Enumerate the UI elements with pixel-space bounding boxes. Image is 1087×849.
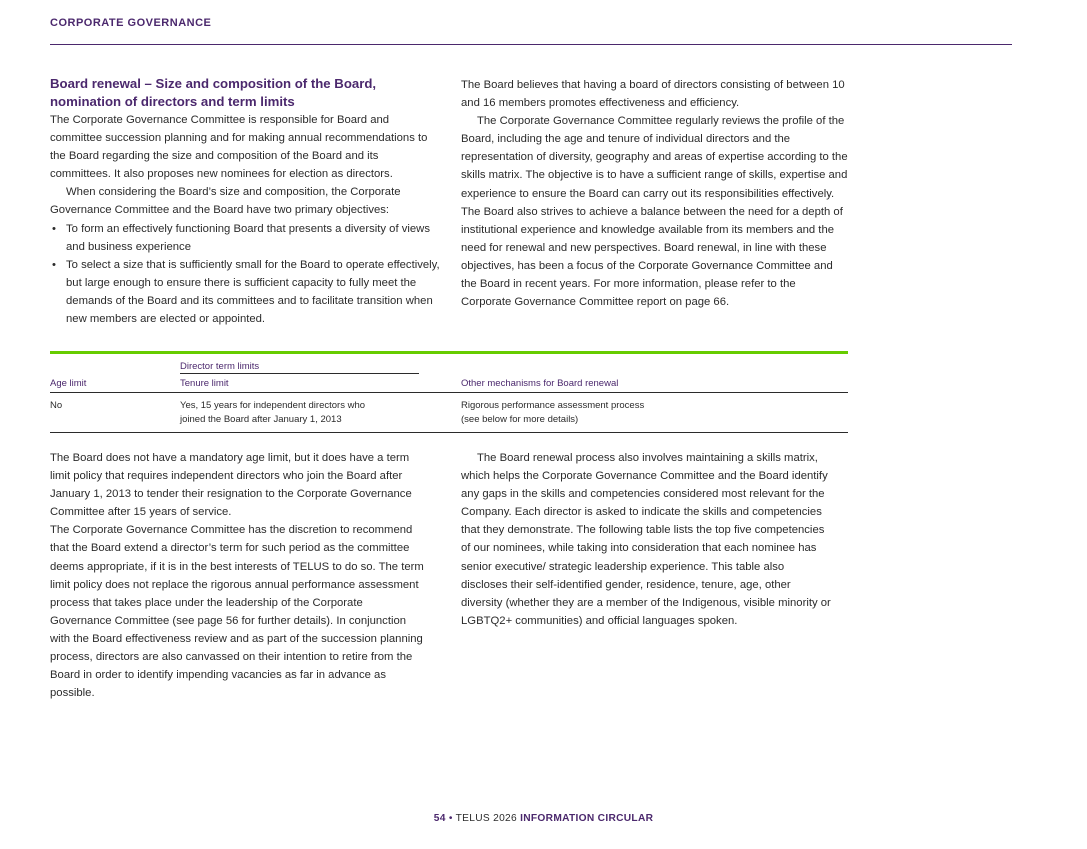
table-top-rule [50, 351, 848, 354]
left-paragraph-2: When considering the Board’s size and composition, the Corporate Governance Committee and the Board have two primary objectives: [50, 186, 401, 217]
section-heading: Board renewal – Size and composition of the Board, nomination of directors and term limits [50, 76, 377, 109]
column-header-other: Other mechanisms for Board renewal [461, 378, 619, 389]
left-column [50, 75, 440, 328]
cell-other-line-2: (see below for more details) [461, 414, 579, 425]
right-paragraph-2: The Corporate Governance Committee regularly reviews the profile of the Board, including the age and tenure of individual directors and the representation of diversity, geography and areas of expertise according to the skills matrix. The objective is to have a sufficient range of skills, expertise and experience to ensure the Board can carry out its responsibilities effectively. The Board also strives to achieve a balance between the need for a depth of institutional experience and knowledge available from its members and the need for renewal and new perspectives. Board renewal, in line with these objectives, has been a focus of the Corporate Governance Committee and the Board in recent years. For more information, please refer to the Corporate Governance Committee report on page 66. [461, 115, 848, 309]
cell-tenure-line-1: Yes, 15 years for independent directors who [180, 400, 366, 411]
cell-age: No [50, 400, 63, 411]
section-header: CORPORATE GOVERNANCE [50, 17, 212, 29]
cell-tenure-line-2: joined the Board after January 1, 2013 [180, 414, 342, 425]
right-column [461, 76, 849, 311]
objectives-list [50, 220, 440, 329]
lower-left-paragraph-1: The Board does not have a mandatory age limit, but it does have a term limit policy that requires independent directors who join the Board after January 1, 2013 to tender their resignation to the Corporate Governance Committee after 15 years of service. [50, 452, 412, 519]
lower-left-column [50, 449, 425, 702]
lower-right-paragraph-1: The Board renewal process also involves maintaining a skills matrix, which helps the Corporate Governance Committee and the Board identify any gaps in the skills and competencies considered most relevant for the Company. Each director is asked to indicate the skills and competencies that they demonstrate. The following table lists the top five competencies of our nominees, while taking into consideration that each nominee has senior executive/ strategic leadership experience. This table also discloses their self-identified gender, residence, tenure, age, other diversity (whether they are a member of the Indigenous, visible minority or LGBTQ2+ communities) and official languages spoken. [461, 452, 831, 627]
group-header: Director term limits [180, 361, 260, 372]
page-footer [0, 813, 1087, 824]
footer-separator: • [448, 813, 453, 824]
header-rule [50, 392, 848, 393]
right-paragraph-1: The Board believes that having a board of directors consisting of between 10 and 16 members promotes effectiveness and efficiency. [461, 79, 845, 110]
cell-other-line-1: Rigorous performance assessment process [461, 400, 645, 411]
list-item: • To form an effectively functioning Board that presents a diversity of views and business experience [50, 220, 440, 256]
header-divider [50, 44, 1012, 45]
footer-company: TELUS 2026 [455, 813, 517, 824]
lower-left-paragraph-2: The Corporate Governance Committee has the discretion to recommend that the Board extend a director’s term for such period as the committee deems appropriate, if it is in the best interests of TELUS to do so. The term limit policy does not replace the rigorous annual performance assessment process that takes place under the leadership of the Corporate Governance Committee (see page 56 for further details). In conjunction with the Board effectiveness review and as part of the succession planning process, directors are also canvassed on their intention to retire from the Board in order to identify impending vacancies as far in advance as possible. [50, 524, 424, 700]
group-header-rule [180, 373, 419, 374]
column-header-tenure: Tenure limit [180, 378, 229, 389]
list-item: • To select a size that is sufficiently small for the Board to operate effectively, but large enough to ensure there is sufficient capacity to fully meet the demands of the Board and its committees and to facilitate transition when new members are elected or appointed. [50, 256, 440, 328]
table-bottom-rule [50, 432, 848, 433]
lower-right-column [461, 449, 831, 630]
column-header-age: Age limit [50, 378, 87, 389]
page-number: 54 [433, 813, 446, 824]
footer-document-title: INFORMATION CIRCULAR [520, 813, 654, 824]
left-paragraph-1: The Corporate Governance Committee is responsible for Board and committee succession planning and for making annual recommendations to the Board regarding the size and composition of the Board and its committees. It also proposes new nominees for election as directors. [50, 114, 428, 181]
